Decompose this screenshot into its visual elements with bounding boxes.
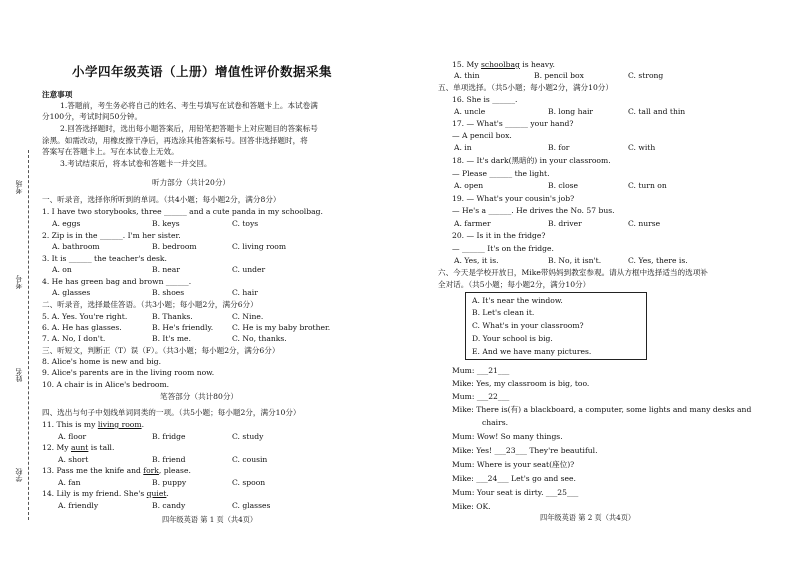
option: A. fan — [58, 478, 81, 487]
tf-item: 9. Alice's parents are in the living room now. — [42, 368, 215, 377]
underlined-word: aunt — [70, 443, 89, 452]
option: B. keys — [152, 219, 180, 228]
option: A. short — [58, 455, 89, 464]
option: 7. A. No, I don't. — [42, 334, 106, 343]
option: C. He is my baby brother. — [232, 323, 331, 332]
tf-item: 8. Alice's home is new and big. — [42, 357, 162, 366]
option: C. with — [628, 143, 656, 152]
dialogue-line: Mum: ___21___ — [452, 366, 510, 375]
option: C. cousin — [232, 455, 268, 464]
option: A. on — [52, 265, 72, 274]
option: A. farmer — [454, 219, 491, 228]
notice-line: 分100分，考试时间50分钟。 — [42, 112, 143, 121]
section-5-heading: 五、单项选择。（共5小题；每小题2分，满分10分） — [438, 83, 613, 92]
underlined-word: schoolbag — [480, 60, 520, 69]
option: A. open — [454, 181, 484, 190]
question-4: 4. He has green bag and brown ______. — [42, 277, 192, 286]
section-6-heading-cont: 全对话。（共5小题；每小题2分，满分10分） — [438, 280, 591, 289]
question-2: 2. Zip is in the ______. I'm her sister. — [42, 231, 181, 240]
option: B. puppy — [152, 478, 187, 487]
option: C. glasses — [232, 501, 271, 510]
option: A. bathroom — [52, 242, 100, 251]
notice-line: 2.回答选择题时，选出每小题答案后，用铅笔把答题卡上对应题目的答案标号 — [60, 124, 318, 133]
binding-margin — [14, 150, 40, 520]
choice-item: D. Your school is big. — [472, 334, 553, 343]
option: C. No, thanks. — [232, 334, 287, 343]
question-19-answer: — He's a ______. He drives the No. 57 bus. — [452, 206, 615, 215]
option: A. friendly — [58, 501, 99, 510]
tf-item: 10. A chair is in Alice's bedroom. — [42, 380, 170, 389]
binding-line — [28, 150, 29, 520]
dialogue-line: Mike: OK. — [452, 502, 491, 511]
question-14: 14. Lily is my friend. She's quiet. — [42, 489, 169, 498]
choice-item: C. What's in your classroom? — [472, 321, 584, 330]
choice-item: E. And we have many pictures. — [472, 347, 592, 356]
page-footer-right: 四年级英语 第 2 页（共4页） — [540, 513, 636, 522]
question-19: 19. — What's your cousin's job? — [452, 194, 575, 203]
option: A. uncle — [454, 107, 486, 116]
question-1: 1. I have two storybooks, three ______ and a cute panda in my schoolbag. — [42, 207, 323, 216]
section-3-heading: 三、听短文，判断正（T）误（F）。（共3小题；每小题2分，满分6分） — [42, 346, 280, 355]
written-header: 笔答部分（共计80分） — [160, 392, 239, 401]
option: B. close — [548, 181, 579, 190]
margin-label-name: 姓名 — [15, 368, 23, 382]
option: B. pencil box — [534, 71, 584, 80]
notice-line: 1.答题前，考生务必将自己的姓名、考生号填写在试卷和答题卡上。本试卷满 — [60, 101, 318, 110]
question-11: 11. This is my living room. — [42, 420, 144, 429]
option: B. fridge — [152, 432, 186, 441]
question-17: 17. — What's ______ your hand? — [452, 119, 574, 128]
option: B. bedroom — [152, 242, 197, 251]
section-6-heading: 六、今天是学校开放日，Mike带妈妈到教室参观。请从方框中选择适当的选项补 — [438, 268, 708, 277]
option: C. living room — [232, 242, 287, 251]
dialogue-line: Mum: Where is your seat(座位)? — [452, 460, 575, 469]
option: B. long hair — [548, 107, 594, 116]
option: A. glasses — [52, 288, 91, 297]
option: B. No, it isn't. — [548, 256, 602, 265]
dialogue-line: Mum: ___22___ — [452, 392, 510, 401]
option: C. turn on — [628, 181, 667, 190]
notice-line: 3.考试结束后，将本试卷和答题卡一并交回。 — [60, 159, 212, 168]
question-3: 3. It is ______ the teacher's desk. — [42, 254, 167, 263]
option: C. under — [232, 265, 266, 274]
question-13: 13. Pass me the knife and fork, please. — [42, 466, 191, 475]
option: B. friend — [152, 455, 186, 464]
question-20-answer: — ______ It's on the fridge. — [452, 244, 554, 253]
margin-label-school: 学校 — [15, 468, 23, 482]
dialogue-line: Mike: ___24___ Let's go and see. — [452, 474, 576, 483]
question-12: 12. My aunt is tall. — [42, 443, 115, 452]
option: A. eggs — [52, 219, 81, 228]
option: B. shoes — [152, 288, 185, 297]
question-15: 15. My schoolbag is heavy. — [452, 60, 555, 69]
question-16: 16. She is ______. — [452, 95, 518, 104]
option: C. Nine. — [232, 312, 264, 321]
option: B. near — [152, 265, 180, 274]
notice-heading: 注意事项 — [42, 90, 73, 99]
margin-label-id: 考号 — [15, 275, 23, 289]
section-2-heading: 二、听录音，选择最佳答语。（共3小题；每小题2分，满分6分） — [42, 300, 258, 309]
option: C. Yes, there is. — [628, 256, 688, 265]
option: A. floor — [58, 432, 87, 441]
option: C. nurse — [628, 219, 661, 228]
dialogue-line: Mum: Your seat is dirty. ___25___ — [452, 488, 579, 497]
notice-line: 答案写在答题卡上。写在本试卷上无效。 — [42, 147, 179, 156]
option: B. Thanks. — [152, 312, 193, 321]
dialogue-line: Mike: Yes! ___23___ They're beautiful. — [452, 446, 598, 455]
option: B. It's me. — [152, 334, 191, 343]
dialogue-line: Mum: Wow! So many things. — [452, 432, 563, 441]
option: C. toys — [232, 219, 259, 228]
option: 5. A. Yes. You're right. — [42, 312, 128, 321]
choice-item: B. Let's clean it. — [472, 308, 535, 317]
question-20: 20. — Is it in the fridge? — [452, 231, 546, 240]
question-17-answer: — A pencil box. — [452, 131, 512, 140]
option: C. tall and thin — [628, 107, 686, 116]
option: C. strong — [628, 71, 664, 80]
option: A. thin — [454, 71, 480, 80]
listening-header: 听力部分（共计20分） — [152, 178, 231, 187]
option: B. He's friendly. — [152, 323, 214, 332]
margin-label-room: 考场 — [15, 180, 23, 194]
choice-item: A. It's near the window. — [472, 296, 563, 305]
section-1-heading: 一、听录音，选择你所听到的单词。（共4小题；每小题2分，满分8分） — [42, 195, 281, 204]
question-18-answer: — Please ______ the light. — [452, 169, 550, 178]
option: B. driver — [548, 219, 582, 228]
dialogue-line: Mike: Yes, my classroom is big, too. — [452, 379, 590, 388]
dialogue-line: Mike: There is(有) a blackboard, a computer, some lights and many desks and — [452, 405, 752, 414]
option: A. Yes, it is. — [454, 256, 499, 265]
option: 6. A. He has glasses. — [42, 323, 122, 332]
option: A. in — [454, 143, 472, 152]
notice-line: 涂黑。如需改动，用橡皮擦干净后，再选涂其他答案标号。回答非选择题时，将 — [42, 136, 308, 145]
option: C. study — [232, 432, 264, 441]
answer-choices-box — [465, 292, 647, 360]
option: C. hair — [232, 288, 258, 297]
dialogue-line: chairs. — [482, 418, 509, 427]
page-footer-left: 四年级英语 第 1 页（共4页） — [162, 515, 258, 524]
exam-title: 小学四年级英语（上册）增值性评价数据采集 — [72, 64, 333, 79]
option: C. spoon — [232, 478, 266, 487]
underlined-word: quiet — [146, 489, 167, 498]
section-4-heading: 四、选出与句子中划线单词同类的一项。（共5小题；每小题2分，满分10分） — [42, 408, 301, 417]
underlined-word: fork — [143, 466, 159, 475]
question-18: 18. — It's dark(黑暗的) in your classroom. — [452, 156, 611, 165]
option: B. for — [548, 143, 570, 152]
option: B. candy — [152, 501, 186, 510]
underlined-word: living room — [97, 420, 142, 429]
